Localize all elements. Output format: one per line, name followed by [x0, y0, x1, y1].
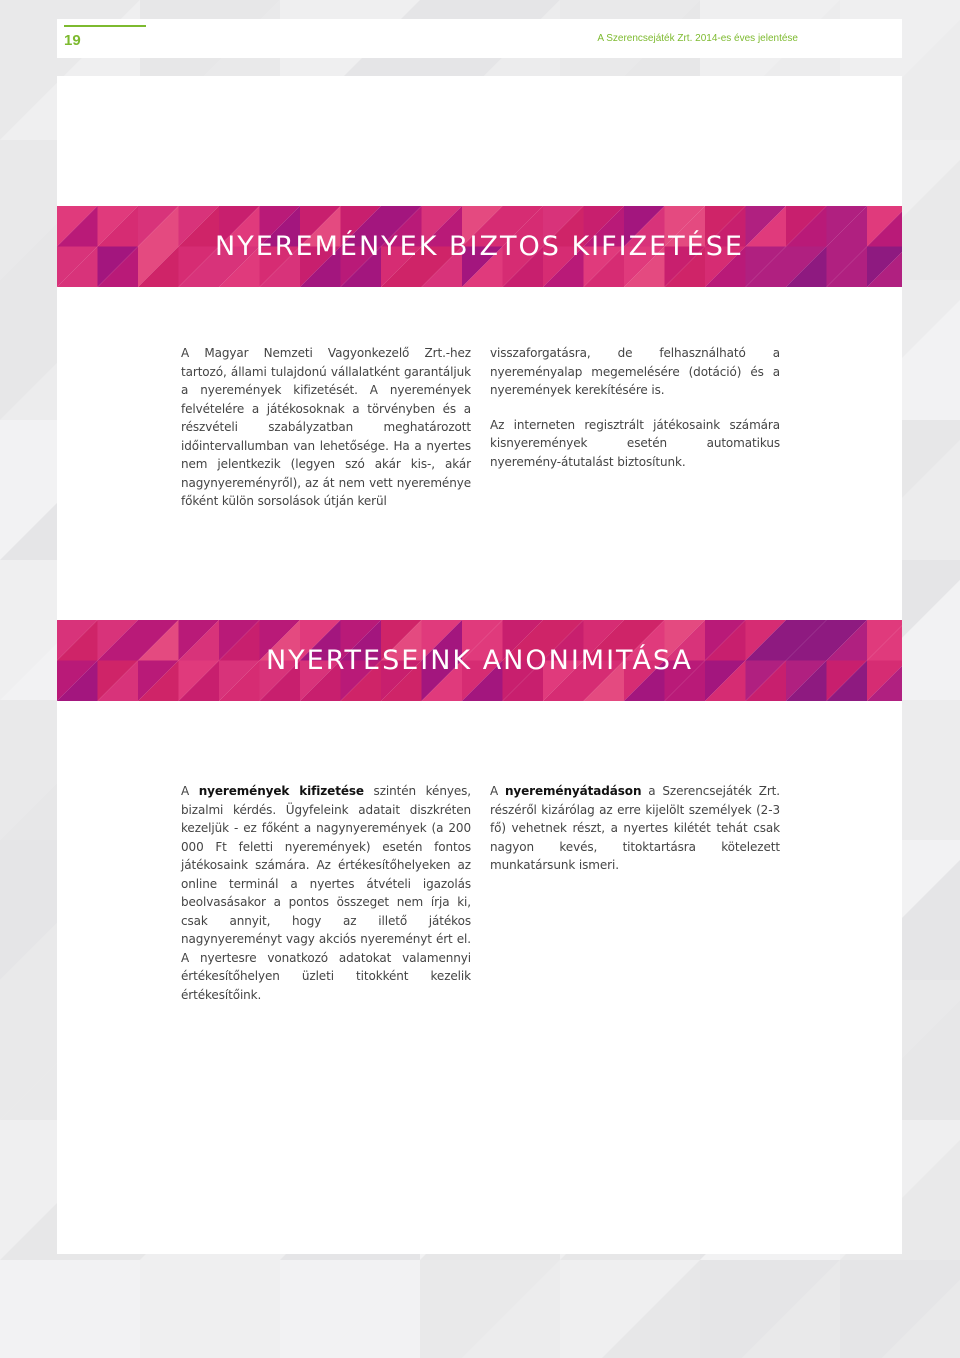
payout-text-right: [490, 344, 780, 471]
section-title-payout: NYEREMÉNYEK BIZTOS KIFIZETÉSE: [215, 231, 744, 262]
text-run: szintén kényes, bizalmi kérdés. Ügyfeleink adatait diszkréten kezeljük - ez főként a nagynyeremények (a 200 000 Ft feletti nyeremények) esetén fontos játékosaink számára. Az értékesítőhelyeken az online terminál a nyertes átvételi igazolás beolvasásakor a pontos összeget nem írja ki, csak annyit, hogy az illető játékos nagynyereményt vagy akciós nyereményt ért el. A nyertesre vonatkozó adatokat valamennyi értékesítőhelyen üzleti titokként kezelik értékesítőink.: [181, 784, 471, 1002]
paragraph: Az interneten regisztrált játékosaink számára kisnyeremények esetén automatikus nyeremény-átutalást biztosítunk.: [490, 417, 780, 469]
anonymity-text-left: [181, 782, 471, 1004]
section-title-anonymity: NYERTESEINK ANONIMITÁSA: [265, 645, 694, 676]
paragraph: A Magyar Nemzeti Vagyonkezelő Zrt.-hez tartozó, állami tulajdonú vállalatként garantáljuk a nyeremények kifizetését. A nyeremények felvételére a játékosoknak a törvényben és a részvételi szabályzatban meghatározott időintervallumban van lehetősége. Ha a nyertes nem jelentkezik (legyen szó akár kis-, akár nagynyereményről), az át nem vett nyereménye főként külön sorsolások útján kerül: [181, 346, 471, 508]
report-title: A Szerencsejáték Zrt. 2014-es éves jelentése: [597, 33, 798, 44]
text-run: a Szerencsejáték Zrt. részéről kizárólag az erre kijelölt személyek (2-3 fő) vehetnek részt, a nyertes kilétét tehát csak nagyon kevés, titoktartásra kötelezett munkatársunk ismeri.: [490, 784, 780, 872]
text-run: A: [490, 784, 505, 798]
section-banner-payout: [57, 206, 902, 287]
paragraph: [490, 782, 780, 875]
paragraph: [181, 782, 471, 1004]
payout-text-left: [181, 344, 471, 511]
content-panel: [57, 76, 902, 1254]
report-header: [160, 19, 902, 58]
accent-line: [64, 25, 146, 27]
section-banner-anonymity: [57, 620, 902, 701]
bold-term: nyeremények kifizetése: [198, 784, 364, 798]
anonymity-text-right: [490, 782, 780, 875]
paragraph: visszaforgatásra, de felhasználható a nyereményalap megemelésére (dotáció) és a nyeremények kerekítésére is.: [490, 346, 780, 397]
page-number: 19: [64, 32, 81, 49]
text-run: A: [181, 784, 199, 798]
page-number-box: [57, 19, 160, 58]
bold-term: nyereményátadáson: [504, 784, 642, 798]
